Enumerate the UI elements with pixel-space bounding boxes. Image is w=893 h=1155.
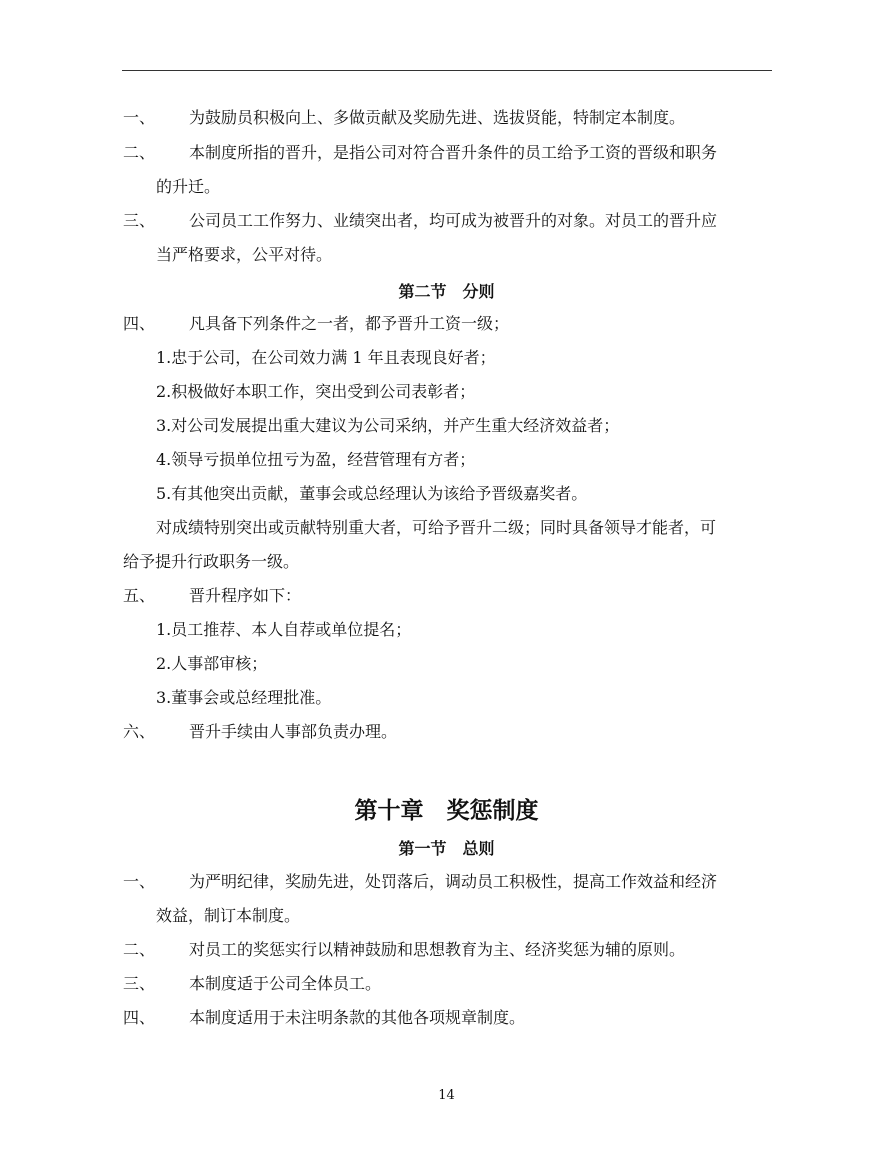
article-number: 一、 — [123, 872, 156, 891]
article-text: 为严明纪律，奖励先进，处罚落后，调动员工积极性，提高工作效益和经济 — [189, 872, 718, 891]
article-number: 二、 — [123, 940, 156, 959]
list-item-text: 1.忠于公司，在公司效力满 1 年且表现良好者； — [156, 348, 496, 367]
article-number: 四、 — [123, 1008, 156, 1027]
chapter-title: 第十章 奖惩制度 — [354, 797, 539, 824]
article-text-continued: 的升迁。 — [156, 177, 221, 196]
article-number: 四、 — [123, 314, 156, 333]
list-item-text: 2.人事部审核； — [156, 654, 268, 673]
article-number: 一、 — [123, 108, 156, 127]
list-item-text: 3.对公司发展提出重大建议为公司采纳，并产生重大经济效益者； — [156, 416, 620, 435]
section-2-title: 第二节 分则 — [398, 282, 495, 301]
article-number: 二、 — [123, 143, 156, 162]
article-text: 本制度所指的晋升，是指公司对符合晋升条件的员工给予工资的晋级和职务 — [189, 143, 718, 162]
list-item-text: 3.董事会或总经理批准。 — [156, 688, 332, 707]
article-text: 对员工的奖惩实行以精神鼓励和思想教育为主、经济奖惩为辅的原则。 — [189, 940, 686, 959]
list-item-text: 1.员工推荐、本人自荐或单位提名； — [156, 620, 412, 639]
section-1-title: 第一节 总则 — [398, 839, 495, 858]
paragraph-text: 对成绩特别突出或贡献特别重大者，可给予晋升二级；同时具备领导才能者，可 — [156, 518, 717, 537]
article-text: 公司员工工作努力、业绩突出者，均可成为被晋升的对象。对员工的晋升应 — [189, 211, 718, 230]
page-number: 14 — [438, 1088, 455, 1103]
article-text-continued: 效益，制订本制度。 — [156, 906, 301, 925]
list-item-text: 2.积极做好本职工作，突出受到公司表彰者； — [156, 382, 476, 401]
list-item-text: 5.有其他突出贡献，董事会或总经理认为该给予晋级嘉奖者。 — [156, 484, 588, 503]
article-text: 本制度适于公司全体员工。 — [189, 974, 382, 993]
article-text-continued: 当严格要求，公平对待。 — [156, 245, 333, 264]
list-item-text: 4.领导亏损单位扭亏为盈，经营管理有方者； — [156, 450, 476, 469]
article-text: 晋升手续由人事部负责办理。 — [189, 722, 398, 741]
article-text: 凡具备下列条件之一者，都予晋升工资一级； — [189, 314, 510, 333]
paragraph-text: 给予提升行政职务一级。 — [123, 552, 300, 571]
article-number: 六、 — [123, 722, 156, 741]
header-rule — [122, 70, 772, 71]
article-text: 为鼓励员积极向上、多做贡献及奖励先进、选拔贤能，特制定本制度。 — [189, 108, 686, 127]
article-number: 三、 — [123, 974, 156, 993]
article-text: 本制度适用于未注明条款的其他各项规章制度。 — [189, 1008, 526, 1027]
article-number: 五、 — [123, 586, 156, 605]
article-text: 晋升程序如下： — [189, 586, 302, 605]
article-number: 三、 — [123, 211, 156, 230]
